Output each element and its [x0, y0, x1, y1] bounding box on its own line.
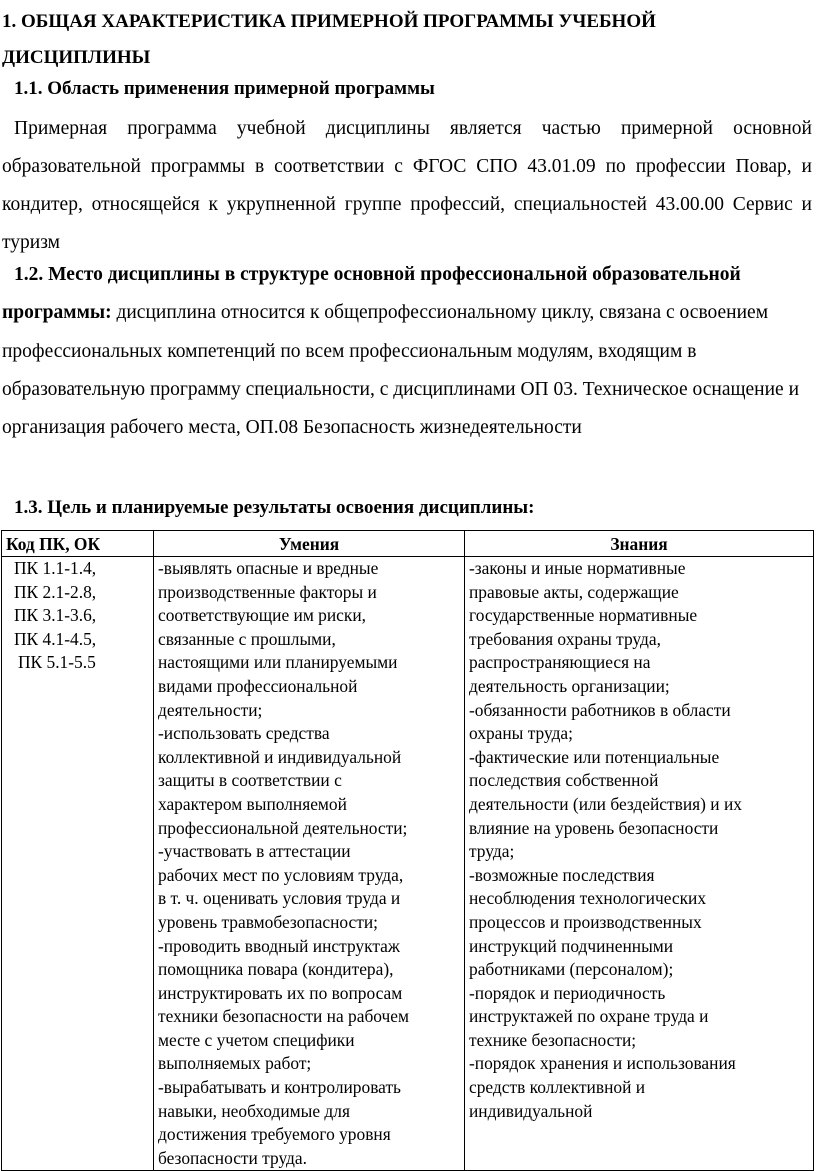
section-1-1-body: Примерная программа учебной дисциплины является частью примерной основной образовательной программы в соответствии с ФГОС СПО 43.01.09 по профессии Повар, и кондитер, относящейся к укрупненной группе профессий, специальностей 43.00.00 Сервис и туризм [2, 118, 812, 253]
skill-line: навыки, необходимые для [158, 1100, 350, 1121]
knowledge-line: -порядок и периодичность [469, 982, 666, 1003]
knowledge-line: -обязанности работников в области [469, 699, 731, 720]
knowledge-line: последствия собственной [469, 770, 659, 791]
skill-line: -проводить вводный инструктаж [158, 935, 400, 956]
header-knowledge: Знания [465, 531, 814, 557]
competency-code: ПК 3.1-3.6, [14, 605, 97, 626]
skill-line: уровень травмобезопасности; [158, 911, 378, 932]
skill-line: помощника повара (кондитера), [158, 959, 394, 980]
competency-code: ПК 2.1-2.8, [14, 581, 97, 602]
skill-line: деятельности; [158, 699, 263, 720]
skill-line: -вырабатывать и контролировать [158, 1077, 401, 1098]
skill-line: соответствующие им риски, [158, 605, 366, 626]
skill-line: -выявлять опасные и вредные [158, 558, 379, 578]
skill-line: -участвовать в аттестации [158, 841, 351, 862]
knowledge-line: технике безопасности; [469, 1029, 637, 1050]
skill-line: безопасности труда. [158, 1147, 307, 1168]
knowledge-line: правовые акты, содержащие [469, 581, 679, 602]
skill-line: профессиональной деятельности; [158, 817, 408, 838]
knowledge-cell [465, 557, 814, 1171]
knowledge-line: деятельность организации; [469, 675, 670, 696]
skill-line: в т. ч. оценивать условия труда и [158, 888, 401, 909]
skill-line: настоящими или планируемыми [158, 652, 398, 673]
knowledge-line: деятельности (или бездействия) и их [469, 793, 742, 814]
skill-line: коллективной и индивидуальной [158, 746, 402, 767]
skill-line: месте с учетом специфики [158, 1029, 355, 1050]
table-row [2, 557, 814, 1171]
skills-cell [154, 557, 465, 1171]
section-1-3-title: 1.3. Цель и планируемые результаты освоения дисциплины: [14, 497, 535, 518]
table-header-row [2, 531, 814, 557]
knowledge-line: средств коллективной и [469, 1077, 646, 1098]
skill-line: достижения требуемого уровня [158, 1124, 391, 1145]
section-1-1-text [2, 110, 812, 262]
main-heading: 1. ОБЩАЯ ХАРАКТЕРИСТИКА ПРИМЕРНОЙ ПРОГРАММЫ УЧЕБНОЙ ДИСЦИПЛИНЫ [2, 11, 656, 68]
section-1-2-body: дисциплина относится к общепрофессиональному циклу, связана с освоением профессиональных компетенций по всем профессиональным модулям, входящим в образовательную программу специальности, с дисциплинами ОП 03. Техническое оснащение и организация рабочего места, ОП.08 Безопасность жизнедеятельности [2, 302, 800, 439]
knowledge-line: распространяющиеся на [469, 652, 651, 673]
section-1-2-title: 1.2. Место дисциплины в структуре основной профессиональной образовательной программы: [2, 264, 741, 324]
competency-code: ПК 1.1-1.4, [14, 558, 97, 578]
header-codes: Код ПК, ОК [2, 531, 154, 557]
skill-line: защиты в соответствии с [158, 770, 342, 791]
skill-line: производственные факторы и [158, 581, 377, 602]
skill-line: рабочих мест по условиям труда, [158, 864, 404, 885]
knowledge-line: инструкций подчиненными [469, 935, 674, 956]
knowledge-line: -возможные последствия [469, 864, 655, 885]
competency-code: ПК 4.1-4.5, [14, 628, 97, 649]
knowledge-line: государственные нормативные [469, 605, 698, 626]
header-skills: Умения [154, 531, 465, 557]
skill-line: инструктировать их по вопросам [158, 982, 403, 1003]
knowledge-line: влияние на уровень безопасности [469, 817, 719, 838]
knowledge-line: охраны труда; [469, 723, 573, 744]
competencies-table [1, 530, 814, 1171]
knowledge-line: несоблюдения технологических [469, 888, 707, 909]
knowledge-line: труда; [469, 841, 515, 862]
section-1-2-paragraph [2, 256, 807, 447]
knowledge-line: процессов и производственных [469, 911, 702, 932]
skill-line: техники безопасности на рабочем [158, 1006, 410, 1027]
codes-cell [2, 557, 154, 1171]
competency-code: ПК 5.1-5.5 [18, 652, 96, 673]
skill-line: -использовать средства [158, 723, 330, 744]
knowledge-line: инструктажей по охране труда и [469, 1006, 709, 1027]
skill-line: связанные с прошлыми, [158, 628, 336, 649]
knowledge-line: требования охраны труда, [469, 628, 661, 649]
knowledge-line: -порядок хранения и использования [469, 1053, 736, 1074]
knowledge-line: -фактические или потенциальные [469, 746, 720, 767]
section-1-1-title: 1.1. Область применения примерной программы [14, 78, 435, 99]
knowledge-line: работниками (персоналом); [469, 959, 674, 980]
skill-line: видами профессиональной [158, 675, 358, 696]
knowledge-line: -законы и иные нормативные [469, 558, 686, 578]
skill-line: выполняемых работ; [158, 1053, 312, 1074]
skill-line: характером выполняемой [158, 793, 347, 814]
knowledge-line: индивидуальной [469, 1100, 593, 1121]
